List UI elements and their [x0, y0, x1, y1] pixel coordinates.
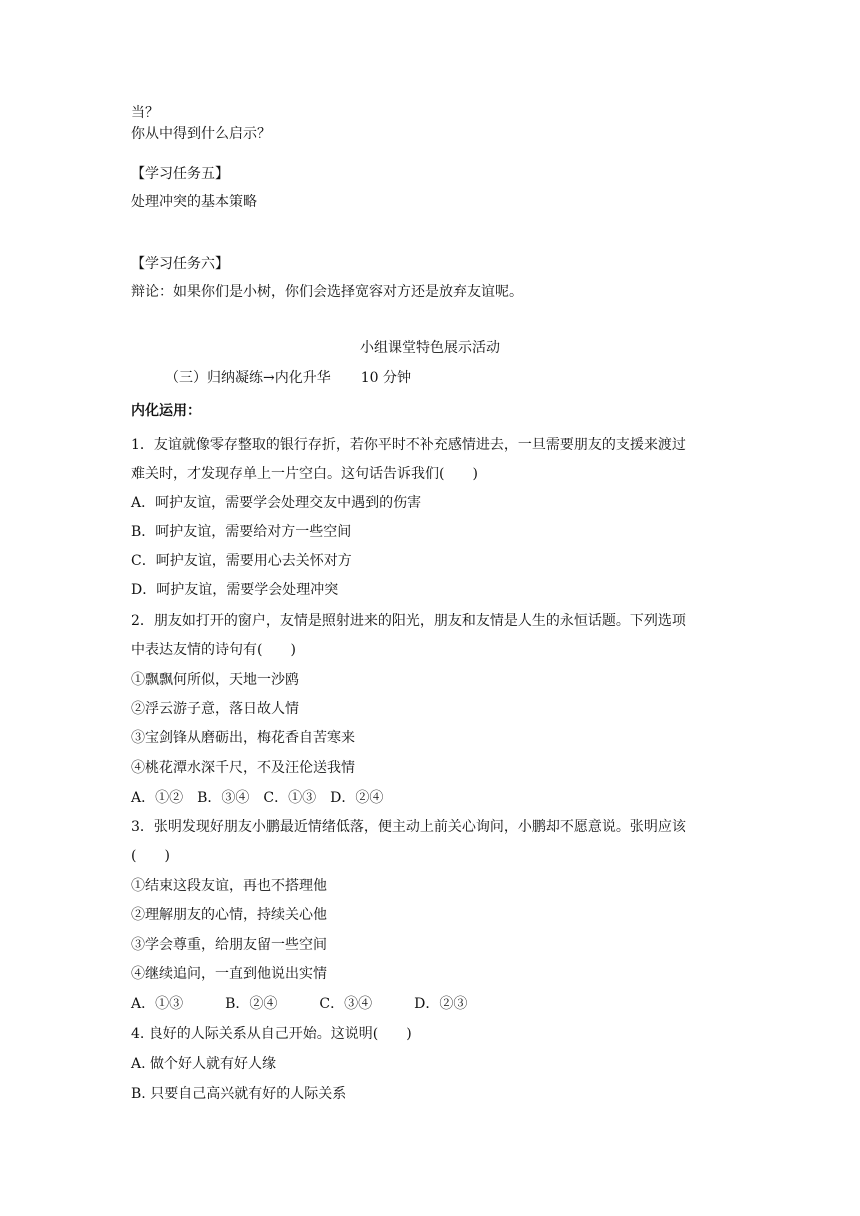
q1-stem-line-2: 难关时，才发现存单上一片空白。这句话告诉我们( ) [131, 466, 478, 482]
q4-option-a: A. 做个好人就有好人缘 [131, 1056, 277, 1072]
q2-item-1: ①飘飘何所似，天地一沙鸥 [131, 672, 299, 688]
q3-item-2: ②理解朋友的心情，持续关心他 [131, 907, 327, 923]
q3-stem-line-2: ( ) [131, 848, 170, 864]
q3-stem-line-1: 3．张明发现好朋友小鹏最近情绪低落，便主动上前关心询问，小鹏却不愿意说。张明应该 [131, 819, 686, 835]
intro-line-1: 当？ [131, 105, 159, 121]
task6-title: 【学习任务六】 [131, 256, 229, 272]
q3-options: A．①③ B．②④ C．③④ D．②③ [131, 996, 468, 1012]
q1-option-b: B．呵护友谊，需要给对方一些空间 [131, 524, 352, 540]
task5-title: 【学习任务五】 [131, 166, 229, 182]
task6-content: 辩论：如果你们是小树，你们会选择宽容对方还是放弃友谊呢。 [131, 284, 523, 300]
q2-item-4: ④桃花潭水深千尺，不及汪伦送我情 [131, 760, 355, 776]
q3-item-1: ①结束这段友谊，再也不搭理他 [131, 878, 327, 894]
q1-option-c: C．呵护友谊，需要用心去关怀对方 [131, 553, 352, 569]
q2-item-3: ③宝剑锋从磨砺出，梅花香自苦寒来 [131, 730, 355, 746]
section-time: 10 分钟 [360, 370, 411, 386]
q2-item-2: ②浮云游子意，落日故人情 [131, 701, 299, 717]
section-label: （三）归纳凝练→内化升华 [165, 370, 331, 386]
q3-item-3: ③学会尊重，给朋友留一些空间 [131, 937, 327, 953]
q4-option-b: B. 只要自己高兴就有好的人际关系 [131, 1086, 347, 1102]
q2-stem-line-2: 中表达友情的诗句有( ) [131, 642, 296, 658]
q1-option-a: A．呵护友谊，需要学会处理交友中遇到的伤害 [131, 495, 422, 511]
practice-heading: 内化运用： [131, 403, 201, 419]
q4-stem: 4. 良好的人际关系从自己开始。这说明( ) [131, 1026, 412, 1042]
section-heading [165, 368, 411, 388]
q3-item-4: ④继续追问，一直到他说出实情 [131, 966, 327, 982]
intro-line-2: 你从中得到什么启示？ [131, 126, 271, 142]
activity-title: 小组课堂特色展示活动 [360, 340, 500, 356]
q2-stem-line-1: 2．朋友如打开的窗户，友情是照射进来的阳光，朋友和友情是人生的永恒话题。下列选项 [131, 613, 686, 629]
q1-option-d: D．呵护友谊，需要学会处理冲突 [131, 582, 339, 598]
q2-options: A．①② B．③④ C．①③ D．②④ [131, 790, 384, 806]
q1-stem-line-1: 1．友谊就像零存整取的银行存折，若你平时不补充感情进去，一旦需要朋友的支援来渡过 [131, 437, 686, 453]
task5-content: 处理冲突的基本策略 [131, 194, 257, 210]
